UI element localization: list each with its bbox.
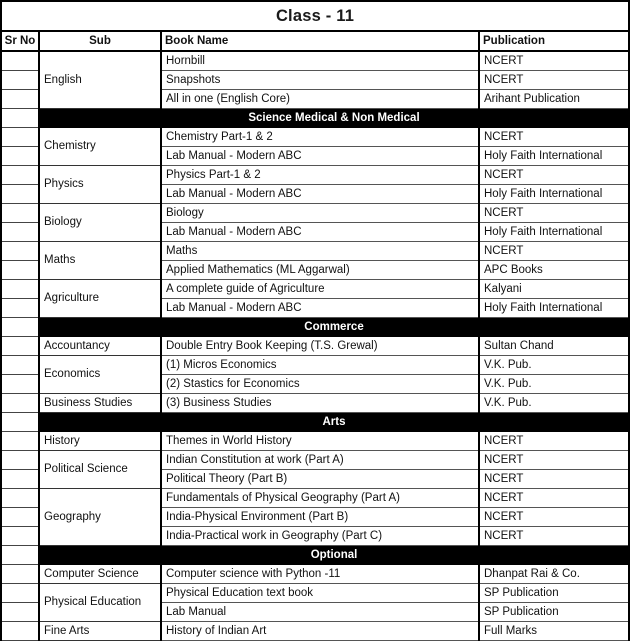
table-row — [1, 51, 629, 71]
publication-cell: NCERT — [479, 242, 629, 261]
publication-cell: Dhanpat Rai & Co. — [479, 565, 629, 584]
publication-cell: V.K. Pub. — [479, 375, 629, 394]
book-name-cell: Lab Manual - Modern ABC — [161, 147, 479, 166]
subject-cell: Computer Science — [39, 565, 161, 584]
subject-cell: Chemistry — [39, 128, 161, 166]
publication-cell: NCERT — [479, 432, 629, 451]
srno-cell — [1, 394, 39, 413]
table-row — [1, 451, 629, 470]
book-name-cell: Lab Manual - Modern ABC — [161, 299, 479, 318]
subject-cell: History — [39, 432, 161, 451]
srno-cell — [1, 622, 39, 641]
table-row — [1, 337, 629, 356]
table-header-row — [1, 31, 629, 51]
publication-cell: NCERT — [479, 71, 629, 90]
srno-cell — [1, 71, 39, 90]
column-header-book[interactable]: Book Name — [161, 31, 479, 51]
srno-cell — [1, 280, 39, 299]
book-name-cell: Lab Manual — [161, 603, 479, 622]
table-row — [1, 622, 629, 641]
publication-cell: NCERT — [479, 166, 629, 185]
book-name-cell: (1) Micros Economics — [161, 356, 479, 375]
book-name-cell: Lab Manual - Modern ABC — [161, 223, 479, 242]
table-row — [1, 166, 629, 185]
publication-cell: NCERT — [479, 51, 629, 71]
srno-cell — [1, 318, 39, 337]
table-row — [1, 394, 629, 413]
publication-cell: V.K. Pub. — [479, 356, 629, 375]
srno-cell — [1, 90, 39, 109]
book-name-cell: Chemistry Part-1 & 2 — [161, 128, 479, 147]
column-header-sub[interactable]: Sub — [39, 31, 161, 51]
subject-cell: Maths — [39, 242, 161, 280]
table-row — [1, 280, 629, 299]
subject-cell: Geography — [39, 489, 161, 546]
subject-cell: English — [39, 51, 161, 109]
book-name-cell: History of Indian Art — [161, 622, 479, 641]
publication-cell: NCERT — [479, 204, 629, 223]
book-name-cell: Physics Part-1 & 2 — [161, 166, 479, 185]
book-name-cell: India-Practical work in Geography (Part C) — [161, 527, 479, 546]
table-row — [1, 128, 629, 147]
subject-cell: Accountancy — [39, 337, 161, 356]
srno-cell — [1, 451, 39, 470]
publication-cell: Holy Faith International — [479, 185, 629, 204]
column-header-srno[interactable]: Sr No — [1, 31, 39, 51]
page-title: Class - 11 — [1, 1, 629, 31]
book-name-cell: Physical Education text book — [161, 584, 479, 603]
book-name-cell: India-Physical Environment (Part B) — [161, 508, 479, 527]
publication-cell: NCERT — [479, 527, 629, 546]
column-header-pub[interactable]: Publication — [479, 31, 629, 51]
srno-cell — [1, 299, 39, 318]
book-name-cell: Fundamentals of Physical Geography (Part A) — [161, 489, 479, 508]
book-name-cell: Double Entry Book Keeping (T.S. Grewal) — [161, 337, 479, 356]
book-name-cell: (3) Business Studies — [161, 394, 479, 413]
publication-cell: Full Marks — [479, 622, 629, 641]
srno-cell — [1, 527, 39, 546]
srno-cell — [1, 546, 39, 565]
publication-cell: Holy Faith International — [479, 147, 629, 166]
book-name-cell: All in one (English Core) — [161, 90, 479, 109]
srno-cell — [1, 375, 39, 394]
section-band-label: Optional — [39, 546, 629, 565]
section-band-row — [1, 109, 629, 128]
book-name-cell: (2) Stastics for Economics — [161, 375, 479, 394]
publication-cell: APC Books — [479, 261, 629, 280]
subject-cell: Fine Arts — [39, 622, 161, 641]
book-name-cell: Political Theory (Part B) — [161, 470, 479, 489]
subject-cell: Agriculture — [39, 280, 161, 318]
table-body — [1, 1, 629, 641]
srno-cell — [1, 166, 39, 185]
srno-cell — [1, 508, 39, 527]
publication-cell: SP Publication — [479, 584, 629, 603]
publication-cell: NCERT — [479, 508, 629, 527]
srno-cell — [1, 584, 39, 603]
table-row — [1, 565, 629, 584]
srno-cell — [1, 565, 39, 584]
publication-cell: V.K. Pub. — [479, 394, 629, 413]
title-row — [1, 1, 629, 31]
table-row — [1, 242, 629, 261]
section-band-row — [1, 413, 629, 432]
section-band-row — [1, 546, 629, 565]
subject-cell: Political Science — [39, 451, 161, 489]
table-row — [1, 489, 629, 508]
srno-cell — [1, 109, 39, 128]
publication-cell: NCERT — [479, 489, 629, 508]
srno-cell — [1, 356, 39, 375]
publication-cell: Kalyani — [479, 280, 629, 299]
srno-cell — [1, 147, 39, 166]
publication-cell: SP Publication — [479, 603, 629, 622]
publication-cell: Holy Faith International — [479, 223, 629, 242]
book-name-cell: Maths — [161, 242, 479, 261]
srno-cell — [1, 489, 39, 508]
table-row — [1, 432, 629, 451]
srno-cell — [1, 185, 39, 204]
srno-cell — [1, 470, 39, 489]
subject-cell: Physical Education — [39, 584, 161, 622]
publication-cell: NCERT — [479, 470, 629, 489]
srno-cell — [1, 337, 39, 356]
book-name-cell: Computer science with Python -11 — [161, 565, 479, 584]
srno-cell — [1, 432, 39, 451]
book-name-cell: Lab Manual - Modern ABC — [161, 185, 479, 204]
book-name-cell: Applied Mathematics (ML Aggarwal) — [161, 261, 479, 280]
srno-cell — [1, 223, 39, 242]
table-row — [1, 584, 629, 603]
book-name-cell: A complete guide of Agriculture — [161, 280, 479, 299]
srno-cell — [1, 242, 39, 261]
book-name-cell: Biology — [161, 204, 479, 223]
table-row — [1, 204, 629, 223]
book-name-cell: Hornbill — [161, 51, 479, 71]
srno-cell — [1, 204, 39, 223]
book-name-cell: Indian Constitution at work (Part A) — [161, 451, 479, 470]
srno-cell — [1, 413, 39, 432]
publication-cell: Holy Faith International — [479, 299, 629, 318]
srno-cell — [1, 51, 39, 71]
section-band-row — [1, 318, 629, 337]
book-name-cell: Themes in World History — [161, 432, 479, 451]
subject-cell: Business Studies — [39, 394, 161, 413]
publication-cell: Sultan Chand — [479, 337, 629, 356]
subject-cell: Physics — [39, 166, 161, 204]
srno-cell — [1, 128, 39, 147]
section-band-label: Commerce — [39, 318, 629, 337]
publication-cell: Arihant Publication — [479, 90, 629, 109]
publication-cell: NCERT — [479, 128, 629, 147]
srno-cell — [1, 603, 39, 622]
book-name-cell: Snapshots — [161, 71, 479, 90]
section-band-label: Arts — [39, 413, 629, 432]
subject-cell: Biology — [39, 204, 161, 242]
srno-cell — [1, 261, 39, 280]
table-row — [1, 356, 629, 375]
publication-cell: NCERT — [479, 451, 629, 470]
subject-cell: Economics — [39, 356, 161, 394]
section-band-label: Science Medical & Non Medical — [39, 109, 629, 128]
